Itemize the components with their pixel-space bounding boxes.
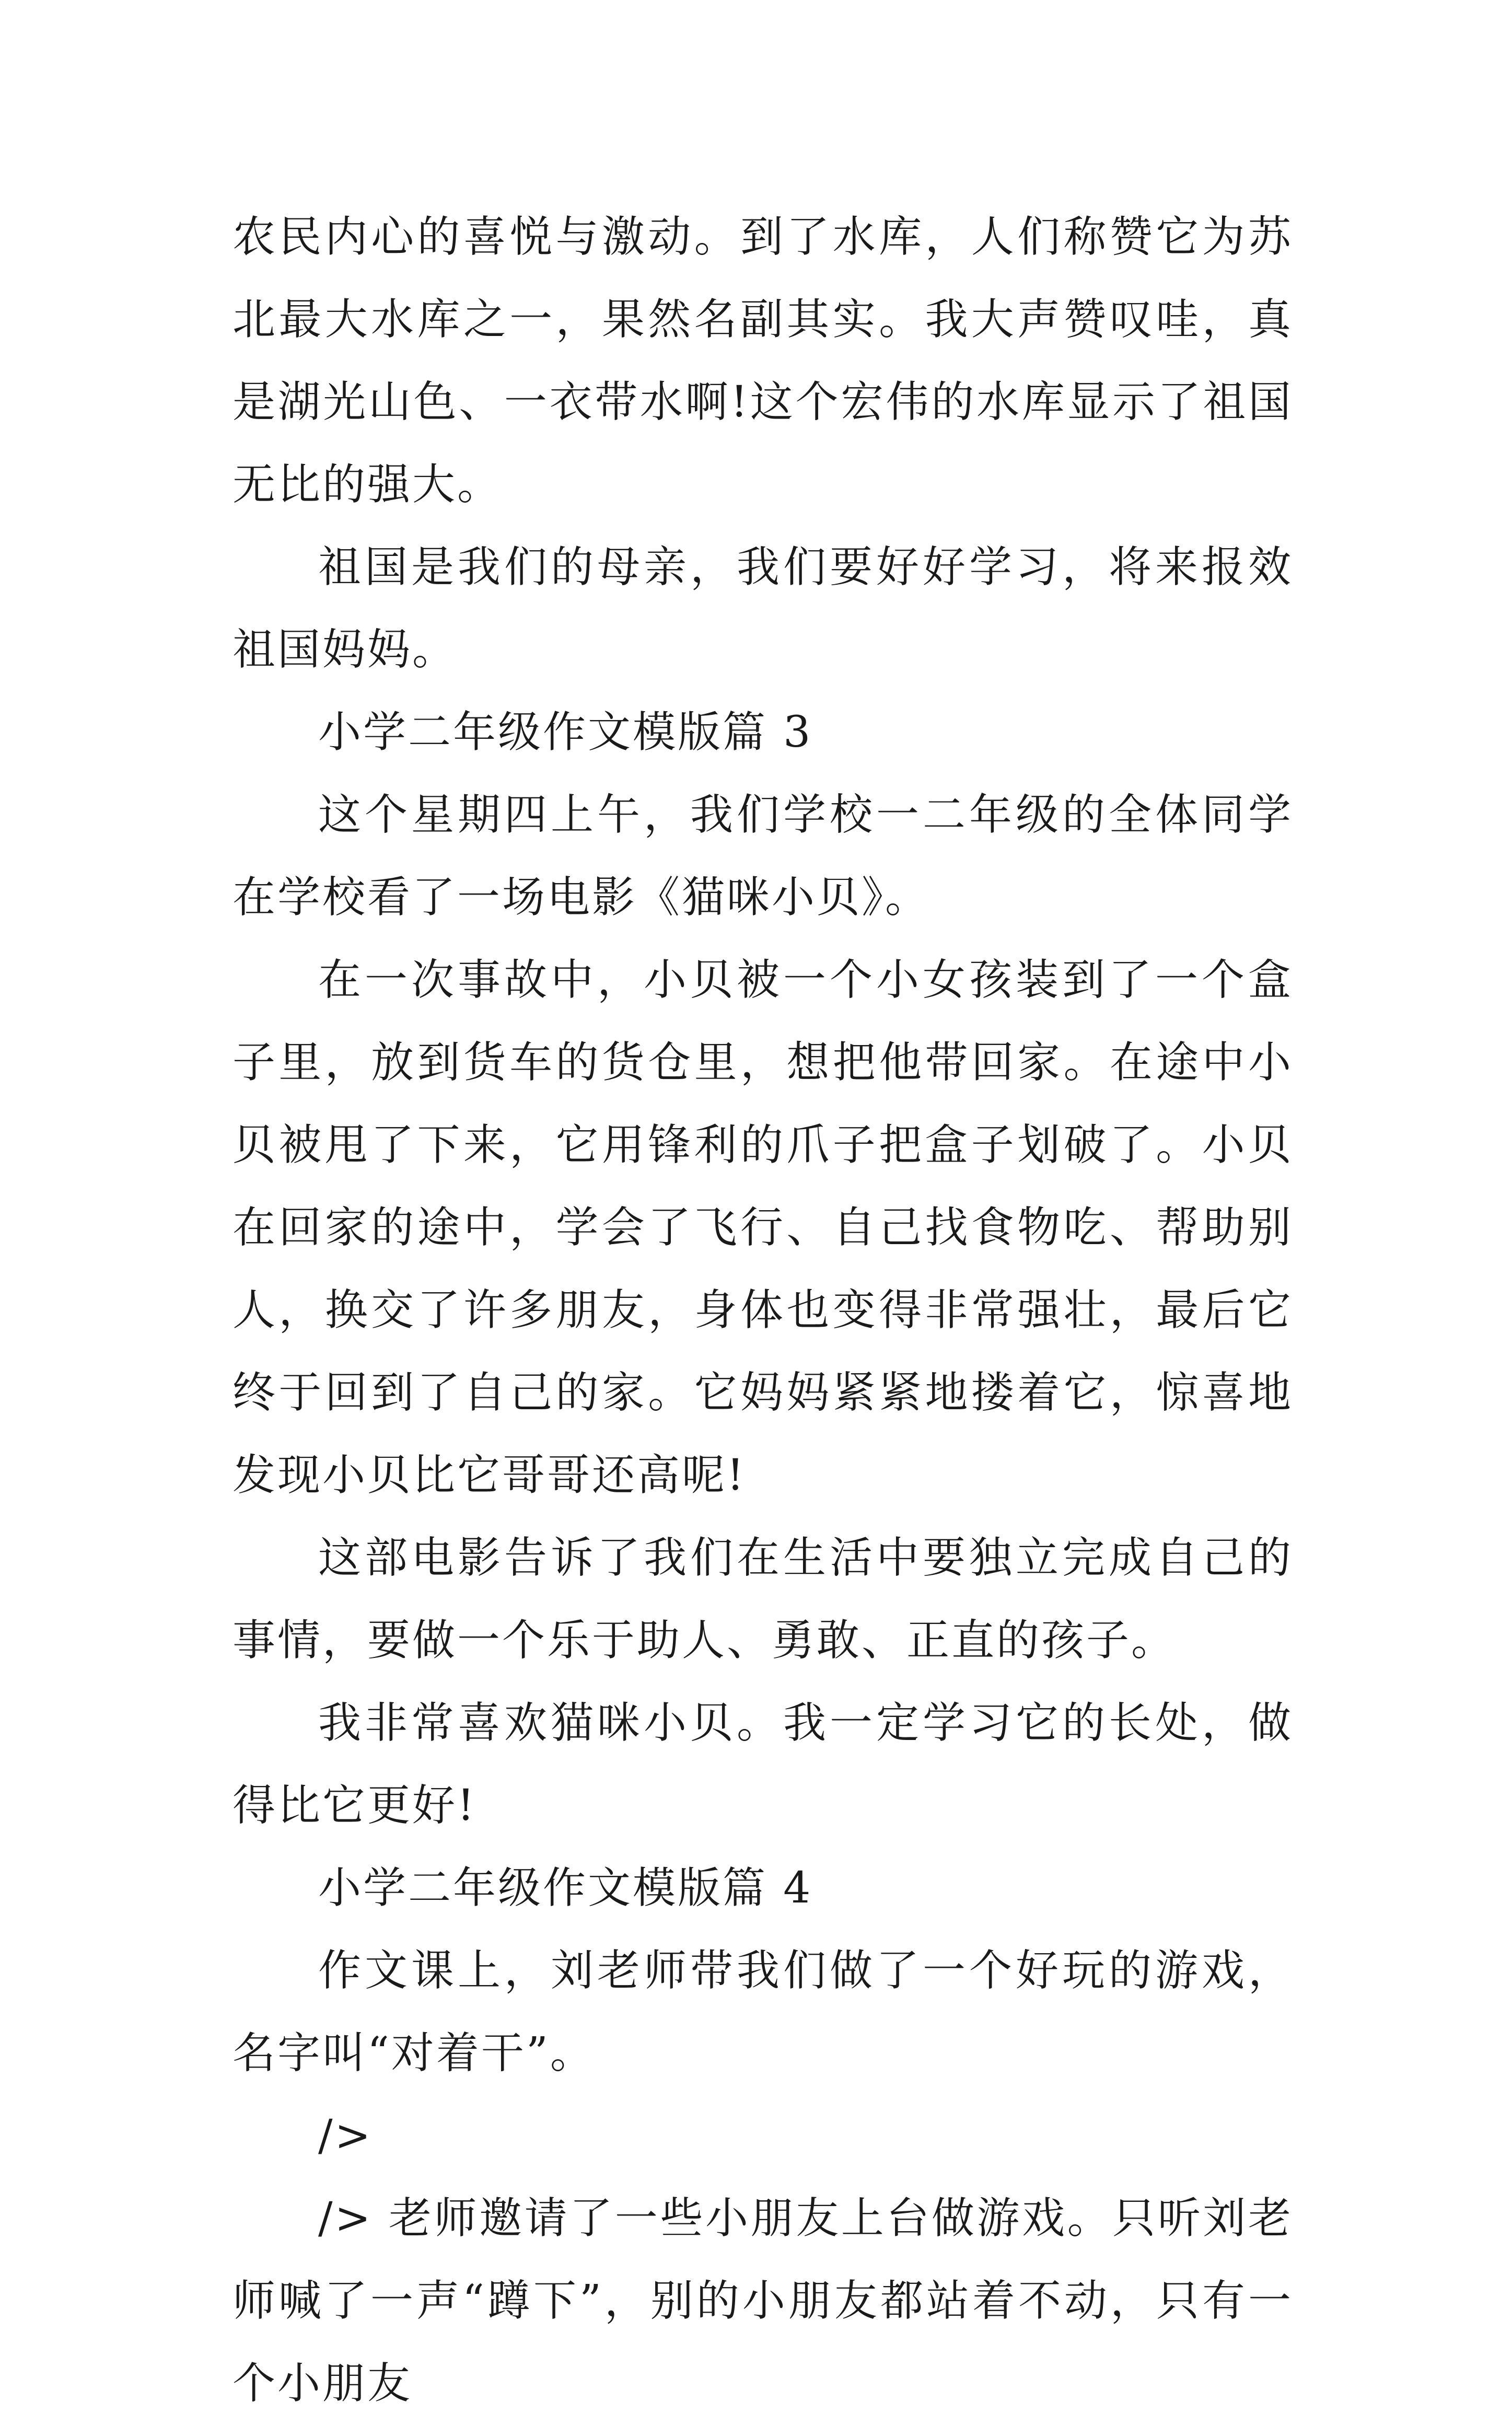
document-body xyxy=(232,196,1293,2425)
paragraph: 我非常喜欢猫咪小贝。我一定学习它的长处，做得比它更好! xyxy=(232,1698,1293,1830)
paragraph: /> 老师邀请了一些小朋友上台做游戏。只听刘老师喊了一声“蹲下”，别的小朋友都站着不动，只有一个小朋友 xyxy=(232,2194,1293,2408)
paragraph: /> xyxy=(318,2111,373,2161)
paragraph: 这部电影告诉了我们在生活中要独立完成自己的事情，要做一个乐于助人、勇敢、正直的孩子。 xyxy=(232,1533,1293,1665)
paragraph: 在一次事故中，小贝被一个小女孩装到了一个盒子里，放到货车的货仓里，想把他带回家。在途中小贝被甩了下来，它用锋利的爪子把盒子划破了。小贝在回家的途中，学会了飞行、自己找食物吃、帮助别人，换交了许多朋友，身体也变得非常强壮，最后它终于回到了自己的家。它妈妈紧紧地搂着它，惊喜地发现小贝比它哥哥还高呢! xyxy=(232,955,1293,1500)
paragraph: 这个星期四上午，我们学校一二年级的全体同学在学校看了一场电影《猫咪小贝》。 xyxy=(232,790,1293,922)
paragraph: 农民内心的喜悦与激动。到了水库，人们称赞它为苏北最大水库之一，果然名副其实。我大声赞叹哇，真是湖光山色、一衣带水啊!这个宏伟的水库显示了祖国无比的强大。 xyxy=(232,212,1293,509)
section-heading: 小学二年级作文模版篇 4 xyxy=(318,1863,813,1913)
section-heading: 小学二年级作文模版篇 3 xyxy=(318,707,813,757)
paragraph: 祖国是我们的母亲，我们要好好学习，将来报效祖国妈妈。 xyxy=(232,542,1293,675)
paragraph: 作文课上，刘老师带我们做了一个好玩的游戏，名字叫“对着干”。 xyxy=(232,1946,1293,2078)
